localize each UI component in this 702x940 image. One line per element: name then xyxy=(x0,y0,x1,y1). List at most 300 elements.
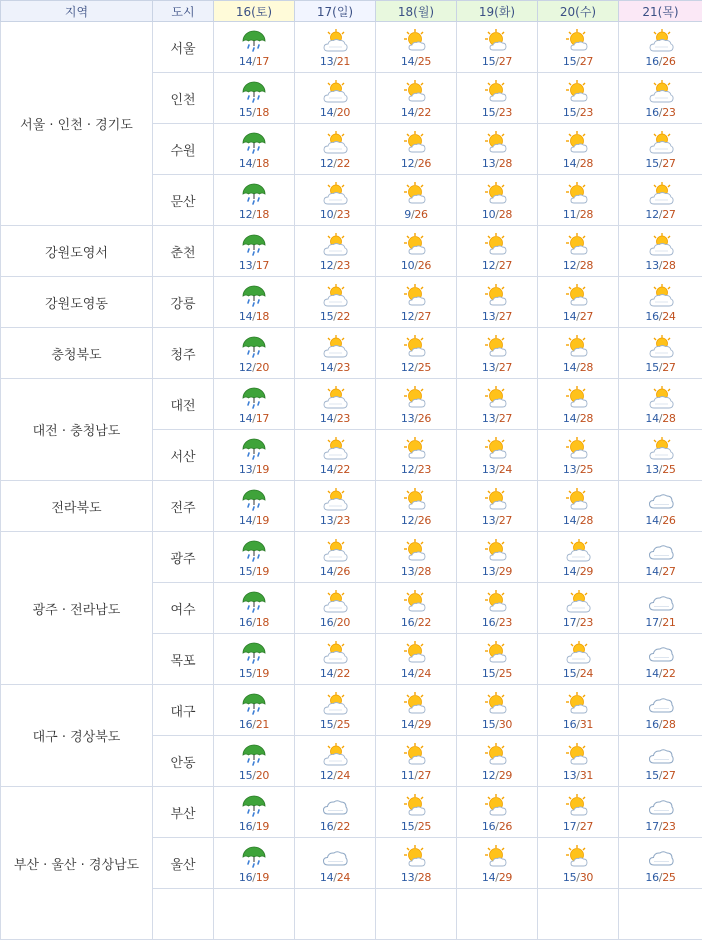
sun-cloud-icon xyxy=(565,28,591,54)
city-cell: 인천 xyxy=(153,73,214,124)
low-temperature: 12 xyxy=(482,769,495,782)
temperature-range xyxy=(214,157,294,170)
low-temperature: 15 xyxy=(320,718,333,731)
temperature-range xyxy=(295,157,375,170)
city-cell: 부산 xyxy=(153,787,214,838)
city-cell: 대구 xyxy=(153,685,214,736)
forecast-cell xyxy=(457,634,538,685)
temperature-separator: / xyxy=(495,667,498,680)
temperature-range xyxy=(538,55,618,68)
sun-cloud-icon xyxy=(565,334,591,360)
temperature-range xyxy=(619,106,702,119)
forecast-cell xyxy=(376,277,457,328)
forecast-cell xyxy=(619,634,702,685)
temperature-range xyxy=(619,412,702,425)
cloudy-sun-icon xyxy=(322,487,348,513)
sun-cloud-icon xyxy=(484,232,510,258)
high-temperature: 18 xyxy=(256,616,269,629)
forecast-cell xyxy=(538,838,619,889)
rain-icon xyxy=(241,844,267,870)
forecast-cell xyxy=(457,328,538,379)
temperature-range xyxy=(295,820,375,833)
low-temperature: 14 xyxy=(645,667,658,680)
forecast-cell xyxy=(214,634,295,685)
temperature-separator: / xyxy=(333,412,336,425)
forecast-cell xyxy=(214,73,295,124)
high-temperature: 23 xyxy=(337,412,350,425)
temperature-range xyxy=(457,667,537,680)
temperature-separator: / xyxy=(333,820,336,833)
forecast-cell xyxy=(457,787,538,838)
temperature-range xyxy=(376,718,456,731)
temperature-range xyxy=(619,769,702,782)
forecast-cell xyxy=(295,685,376,736)
city-cell: 목포 xyxy=(153,634,214,685)
temperature-separator: / xyxy=(252,55,255,68)
temperature-range xyxy=(538,718,618,731)
temperature-range xyxy=(295,565,375,578)
temperature-separator: / xyxy=(576,514,579,527)
temperature-range xyxy=(457,718,537,731)
temperature-separator: / xyxy=(576,310,579,323)
forecast-cell xyxy=(295,124,376,175)
temperature-range xyxy=(457,463,537,476)
temperature-separator: / xyxy=(414,769,417,782)
temperature-separator: / xyxy=(495,820,498,833)
low-temperature: 14 xyxy=(320,361,333,374)
temperature-range xyxy=(538,259,618,272)
low-temperature: 15 xyxy=(239,769,252,782)
temperature-separator: / xyxy=(252,106,255,119)
low-temperature: 15 xyxy=(482,667,495,680)
low-temperature: 13 xyxy=(482,514,495,527)
low-temperature: 14 xyxy=(401,718,414,731)
temperature-range xyxy=(457,412,537,425)
forecast-cell xyxy=(619,787,702,838)
cloudy-sun-icon xyxy=(322,436,348,462)
forecast-cell xyxy=(295,889,376,940)
temperature-separator: / xyxy=(495,157,498,170)
high-temperature: 27 xyxy=(580,55,593,68)
cloudy-sun-icon xyxy=(648,334,674,360)
temperature-separator: / xyxy=(252,310,255,323)
temperature-separator: / xyxy=(333,157,336,170)
high-temperature: 21 xyxy=(662,616,675,629)
day-column-header: 21(목) xyxy=(619,1,702,22)
table-row xyxy=(1,226,702,277)
cloudy-sun-icon xyxy=(648,436,674,462)
forecast-cell xyxy=(214,124,295,175)
temperature-range xyxy=(619,667,702,680)
temperature-separator: / xyxy=(414,463,417,476)
forecast-cell xyxy=(457,481,538,532)
high-temperature: 26 xyxy=(418,412,431,425)
rain-icon xyxy=(241,181,267,207)
sun-cloud-icon xyxy=(403,130,429,156)
forecast-cell xyxy=(376,583,457,634)
forecast-cell xyxy=(214,787,295,838)
low-temperature: 13 xyxy=(401,412,414,425)
forecast-cell xyxy=(457,277,538,328)
forecast-cell xyxy=(376,430,457,481)
temperature-separator: / xyxy=(414,616,417,629)
temperature-separator: / xyxy=(333,259,336,272)
forecast-cell xyxy=(619,736,702,787)
forecast-cell xyxy=(214,685,295,736)
forecast-cell xyxy=(376,736,457,787)
temperature-separator: / xyxy=(495,208,498,221)
sun-cloud-icon xyxy=(484,79,510,105)
forecast-cell xyxy=(457,685,538,736)
high-temperature: 25 xyxy=(337,718,350,731)
temperature-range xyxy=(376,259,456,272)
high-temperature: 23 xyxy=(662,820,675,833)
forecast-cell xyxy=(295,787,376,838)
sun-cloud-icon xyxy=(484,181,510,207)
low-temperature: 13 xyxy=(482,565,495,578)
cloudy-sun-icon xyxy=(648,79,674,105)
temperature-separator: / xyxy=(252,820,255,833)
forecast-cell xyxy=(214,481,295,532)
temperature-range xyxy=(457,259,537,272)
low-temperature: 14 xyxy=(401,667,414,680)
low-temperature: 14 xyxy=(239,157,252,170)
temperature-range xyxy=(619,616,702,629)
forecast-cell xyxy=(214,175,295,226)
high-temperature: 26 xyxy=(414,208,427,221)
low-temperature: 16 xyxy=(320,820,333,833)
forecast-cell xyxy=(376,481,457,532)
temperature-separator: / xyxy=(252,259,255,272)
forecast-cell xyxy=(619,73,702,124)
temperature-separator: / xyxy=(576,157,579,170)
rain-icon xyxy=(241,283,267,309)
forecast-cell xyxy=(538,736,619,787)
forecast-cell xyxy=(376,124,457,175)
temperature-range xyxy=(538,871,618,884)
temperature-range xyxy=(457,310,537,323)
temperature-range xyxy=(538,412,618,425)
high-temperature: 19 xyxy=(256,871,269,884)
cloudy-sun-icon xyxy=(648,385,674,411)
temperature-range xyxy=(457,208,537,221)
low-temperature: 14 xyxy=(320,106,333,119)
sun-cloud-icon xyxy=(565,691,591,717)
high-temperature: 28 xyxy=(662,718,675,731)
high-temperature: 28 xyxy=(662,412,675,425)
low-temperature: 14 xyxy=(645,514,658,527)
forecast-cell xyxy=(376,226,457,277)
cloudy-sun-icon xyxy=(648,181,674,207)
high-temperature: 23 xyxy=(662,106,675,119)
high-temperature: 22 xyxy=(418,616,431,629)
region-cell: 부산 · 울산 · 경상남도 xyxy=(1,787,153,940)
low-temperature: 16 xyxy=(645,871,658,884)
temperature-separator: / xyxy=(659,310,662,323)
cloud-icon xyxy=(648,844,674,870)
high-temperature: 27 xyxy=(662,769,675,782)
temperature-range xyxy=(214,208,294,221)
cloudy-sun-icon xyxy=(322,232,348,258)
high-temperature: 20 xyxy=(256,361,269,374)
cloud-icon xyxy=(648,487,674,513)
temperature-separator: / xyxy=(659,361,662,374)
low-temperature: 14 xyxy=(320,463,333,476)
high-temperature: 18 xyxy=(256,157,269,170)
temperature-separator: / xyxy=(252,667,255,680)
temperature-separator: / xyxy=(576,718,579,731)
forecast-cell xyxy=(457,73,538,124)
temperature-separator: / xyxy=(333,361,336,374)
high-temperature: 26 xyxy=(418,157,431,170)
cloudy-sun-icon xyxy=(322,130,348,156)
temperature-range xyxy=(376,514,456,527)
low-temperature: 13 xyxy=(482,412,495,425)
temperature-separator: / xyxy=(495,106,498,119)
temperature-separator: / xyxy=(333,55,336,68)
temperature-separator: / xyxy=(659,820,662,833)
temperature-separator: / xyxy=(252,412,255,425)
low-temperature: 16 xyxy=(239,616,252,629)
low-temperature: 16 xyxy=(239,871,252,884)
temperature-separator: / xyxy=(659,412,662,425)
city-cell: 춘천 xyxy=(153,226,214,277)
region-cell: 광주 · 전라남도 xyxy=(1,532,153,685)
forecast-cell xyxy=(457,22,538,73)
rain-icon xyxy=(241,232,267,258)
rain-icon xyxy=(241,538,267,564)
low-temperature: 16 xyxy=(401,616,414,629)
temperature-separator: / xyxy=(414,514,417,527)
high-temperature: 28 xyxy=(580,412,593,425)
low-temperature: 12 xyxy=(239,361,252,374)
low-temperature: 14 xyxy=(482,871,495,884)
high-temperature: 23 xyxy=(337,208,350,221)
temperature-range xyxy=(619,463,702,476)
high-temperature: 27 xyxy=(662,565,675,578)
temperature-separator: / xyxy=(495,616,498,629)
high-temperature: 26 xyxy=(662,514,675,527)
forecast-cell xyxy=(538,277,619,328)
forecast-cell xyxy=(619,226,702,277)
cloud-icon xyxy=(648,640,674,666)
temperature-range xyxy=(214,871,294,884)
low-temperature: 10 xyxy=(401,259,414,272)
high-temperature: 23 xyxy=(499,106,512,119)
high-temperature: 21 xyxy=(256,718,269,731)
forecast-cell xyxy=(295,22,376,73)
temperature-separator: / xyxy=(576,55,579,68)
temperature-range xyxy=(214,259,294,272)
temperature-range xyxy=(376,667,456,680)
forecast-cell xyxy=(538,583,619,634)
high-temperature: 26 xyxy=(499,820,512,833)
forecast-cell xyxy=(214,277,295,328)
cloud-icon xyxy=(322,844,348,870)
city-cell: 서울 xyxy=(153,22,214,73)
low-temperature: 14 xyxy=(320,871,333,884)
temperature-range xyxy=(619,208,702,221)
high-temperature: 31 xyxy=(580,718,593,731)
cloudy-sun-icon xyxy=(322,283,348,309)
sun-cloud-icon xyxy=(484,385,510,411)
temperature-range xyxy=(619,310,702,323)
low-temperature: 15 xyxy=(563,871,576,884)
low-temperature: 16 xyxy=(482,820,495,833)
cloudy-sun-icon xyxy=(322,640,348,666)
forecast-cell xyxy=(376,328,457,379)
high-temperature: 27 xyxy=(418,769,431,782)
high-temperature: 30 xyxy=(499,718,512,731)
high-temperature: 26 xyxy=(418,259,431,272)
temperature-separator: / xyxy=(333,769,336,782)
high-temperature: 18 xyxy=(256,310,269,323)
low-temperature: 17 xyxy=(645,820,658,833)
temperature-separator: / xyxy=(495,310,498,323)
temperature-range xyxy=(457,616,537,629)
temperature-separator: / xyxy=(495,463,498,476)
forecast-cell xyxy=(295,838,376,889)
low-temperature: 15 xyxy=(482,718,495,731)
temperature-separator: / xyxy=(414,565,417,578)
cloudy-sun-icon xyxy=(322,181,348,207)
city-cell: 안동 xyxy=(153,736,214,787)
high-temperature: 25 xyxy=(418,361,431,374)
temperature-range xyxy=(619,259,702,272)
cloudy-sun-icon xyxy=(322,742,348,768)
temperature-separator: / xyxy=(252,769,255,782)
temperature-separator: / xyxy=(333,565,336,578)
sun-cloud-icon xyxy=(484,487,510,513)
table-row xyxy=(1,685,702,736)
low-temperature: 13 xyxy=(401,565,414,578)
high-temperature: 28 xyxy=(580,361,593,374)
forecast-cell xyxy=(214,889,295,940)
high-temperature: 27 xyxy=(499,310,512,323)
temperature-separator: / xyxy=(333,616,336,629)
forecast-cell xyxy=(619,379,702,430)
forecast-cell xyxy=(457,226,538,277)
temperature-separator: / xyxy=(414,361,417,374)
city-cell: 여수 xyxy=(153,583,214,634)
high-temperature: 28 xyxy=(580,259,593,272)
sun-cloud-icon xyxy=(484,691,510,717)
sun-cloud-icon xyxy=(565,742,591,768)
sun-cloud-icon xyxy=(484,334,510,360)
high-temperature: 25 xyxy=(580,463,593,476)
low-temperature: 13 xyxy=(239,463,252,476)
cloudy-sun-icon xyxy=(322,28,348,54)
high-temperature: 19 xyxy=(256,820,269,833)
high-temperature: 27 xyxy=(499,514,512,527)
temperature-separator: / xyxy=(495,361,498,374)
sun-cloud-icon xyxy=(565,181,591,207)
high-temperature: 27 xyxy=(580,820,593,833)
forecast-cell xyxy=(295,583,376,634)
low-temperature: 16 xyxy=(645,718,658,731)
city-cell: 대전 xyxy=(153,379,214,430)
high-temperature: 28 xyxy=(499,157,512,170)
high-temperature: 24 xyxy=(499,463,512,476)
high-temperature: 22 xyxy=(337,667,350,680)
city-cell: 강릉 xyxy=(153,277,214,328)
high-temperature: 29 xyxy=(499,871,512,884)
high-temperature: 23 xyxy=(580,616,593,629)
low-temperature: 14 xyxy=(563,361,576,374)
temperature-range xyxy=(376,208,456,221)
forecast-cell xyxy=(214,838,295,889)
temperature-separator: / xyxy=(252,463,255,476)
low-temperature: 16 xyxy=(239,718,252,731)
temperature-range xyxy=(376,871,456,884)
low-temperature: 15 xyxy=(563,106,576,119)
temperature-range xyxy=(214,820,294,833)
sun-cloud-icon xyxy=(403,691,429,717)
temperature-range xyxy=(295,106,375,119)
temperature-separator: / xyxy=(659,565,662,578)
cloud-icon xyxy=(648,742,674,768)
low-temperature: 14 xyxy=(401,106,414,119)
temperature-separator: / xyxy=(576,412,579,425)
temperature-separator: / xyxy=(495,565,498,578)
temperature-range xyxy=(457,55,537,68)
low-temperature: 12 xyxy=(320,259,333,272)
high-temperature: 17 xyxy=(256,259,269,272)
high-temperature: 28 xyxy=(580,514,593,527)
temperature-separator: / xyxy=(414,310,417,323)
sun-cloud-icon xyxy=(403,844,429,870)
city-cell: 청주 xyxy=(153,328,214,379)
forecast-cell xyxy=(376,889,457,940)
temperature-separator: / xyxy=(576,259,579,272)
high-temperature: 22 xyxy=(337,463,350,476)
high-temperature: 24 xyxy=(418,667,431,680)
temperature-range xyxy=(376,55,456,68)
low-temperature: 14 xyxy=(239,514,252,527)
day-column-header: 18(월) xyxy=(376,1,457,22)
high-temperature: 18 xyxy=(256,208,269,221)
forecast-cell xyxy=(538,124,619,175)
temperature-separator: / xyxy=(333,718,336,731)
high-temperature: 29 xyxy=(418,718,431,731)
sun-cloud-icon xyxy=(484,742,510,768)
temperature-range xyxy=(619,718,702,731)
temperature-range xyxy=(376,820,456,833)
high-temperature: 25 xyxy=(418,55,431,68)
high-temperature: 25 xyxy=(662,463,675,476)
high-temperature: 24 xyxy=(337,769,350,782)
high-temperature: 27 xyxy=(499,259,512,272)
cloudy-sun-icon xyxy=(648,232,674,258)
temperature-separator: / xyxy=(414,412,417,425)
temperature-range xyxy=(457,361,537,374)
temperature-separator: / xyxy=(495,412,498,425)
forecast-cell xyxy=(295,430,376,481)
high-temperature: 28 xyxy=(580,157,593,170)
temperature-range xyxy=(457,106,537,119)
temperature-separator: / xyxy=(252,871,255,884)
forecast-cell xyxy=(376,838,457,889)
temperature-separator: / xyxy=(659,208,662,221)
forecast-cell xyxy=(538,889,619,940)
cloud-icon xyxy=(648,538,674,564)
sun-cloud-icon xyxy=(403,232,429,258)
temperature-separator: / xyxy=(333,310,336,323)
low-temperature: 13 xyxy=(239,259,252,272)
low-temperature: 12 xyxy=(401,157,414,170)
high-temperature: 27 xyxy=(499,55,512,68)
forecast-cell xyxy=(619,889,702,940)
